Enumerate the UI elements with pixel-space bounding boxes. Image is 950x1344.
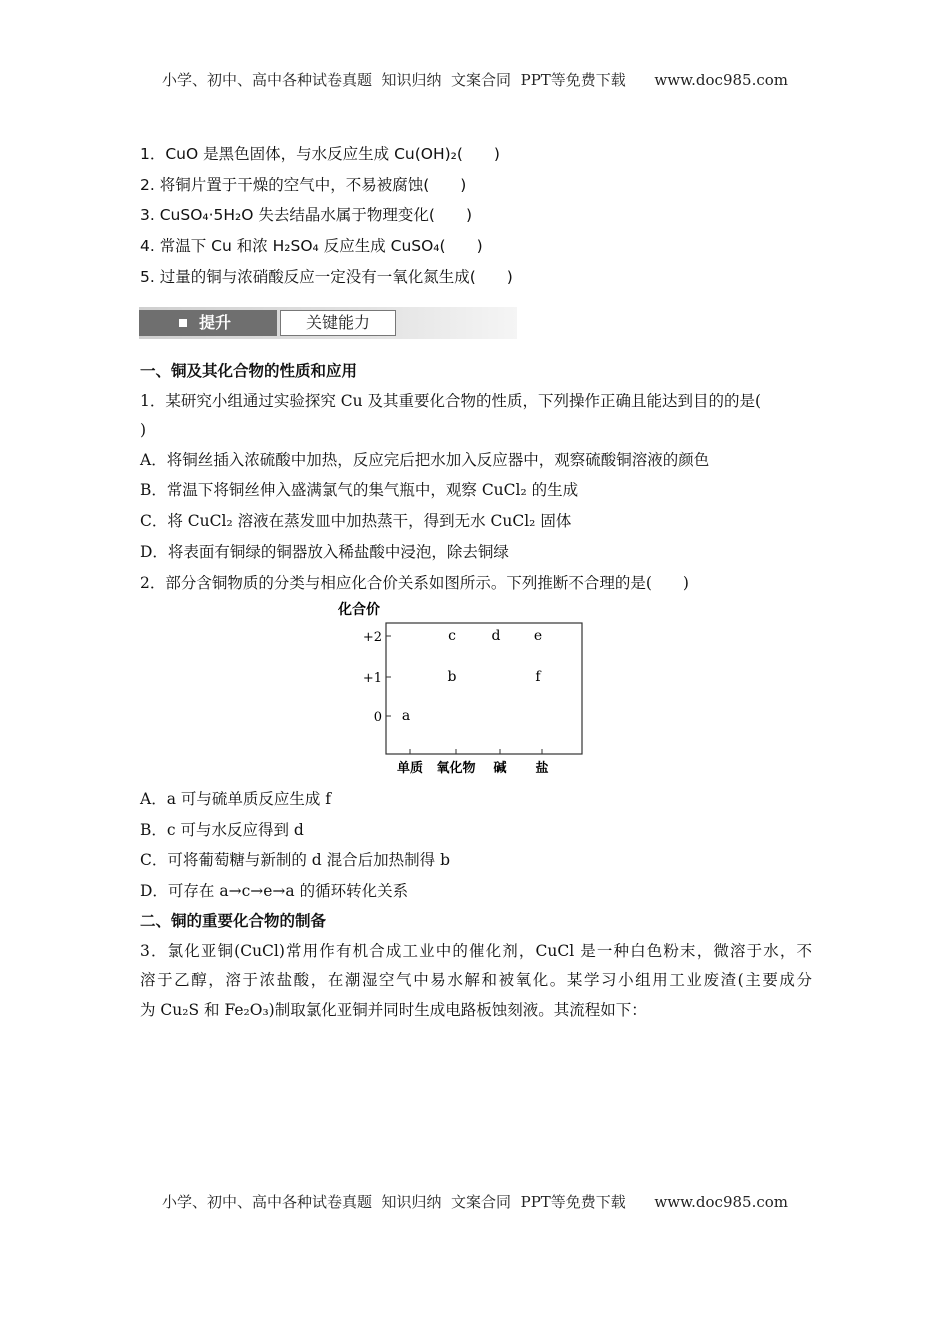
- q1-option-a: A．将铜丝插入浓硫酸中加热，反应完后把水加入反应器中，观察硫酸铜溶液的颜色: [140, 451, 710, 469]
- banner-title: 关键能力: [280, 310, 396, 336]
- point-c: c: [448, 628, 456, 644]
- y-tick-label: +1: [362, 671, 382, 686]
- judge-item-3: 3. CuSO₄·5H₂O 失去结晶水属于物理变化( ): [140, 206, 472, 224]
- page-header: 小学、初中、高中各种试卷真题 知识归纳 文案合同 PPT等免费下载 www.doc985.com: [161, 71, 788, 89]
- q2-stem: 2．部分含铜物质的分类与相应化合价关系如图所示。下列推断不合理的是( ): [140, 574, 689, 592]
- point-a: a: [401, 708, 411, 724]
- y-tick-label: 0: [373, 710, 382, 725]
- chart-ylabel: 化合价: [338, 602, 380, 618]
- section-heading-2: 二、铜的重要化合物的制备: [140, 912, 327, 930]
- q3-line-2: 溶于乙醇，溶于浓盐酸，在潮湿空气中易水解和被氧化。某学习小组用工业废渣(主要成分: [140, 971, 812, 989]
- y-tick-label: +2: [362, 630, 382, 645]
- judge-item-4: 4. 常温下 Cu 和浓 H₂SO₄ 反应生成 CuSO₄( ): [140, 237, 483, 255]
- judge-item-5: 5. 过量的铜与浓硝酸反应一定没有一氧化氮生成( ): [140, 268, 513, 286]
- q2-option-b: B．c 可与水反应得到 d: [140, 821, 304, 839]
- point-d: d: [491, 628, 501, 644]
- judge-item-2: 2. 将铜片置于干燥的空气中，不易被腐蚀( ): [140, 176, 467, 194]
- square-icon: [179, 319, 187, 327]
- x-tick-label: 碱: [493, 761, 507, 776]
- point-b: b: [447, 669, 457, 685]
- x-tick-label: 盐: [535, 761, 549, 776]
- chart-frame: [386, 623, 582, 754]
- q2-option-d: D．可存在 a→c→e→a 的循环转化关系: [140, 882, 409, 900]
- q3-line-1: 3．氯化亚铜(CuCl)常用作有机合成工业中的催化剂，CuCl 是一种白色粉末，微溶于水，不: [140, 942, 812, 960]
- banner-tag: 提升: [139, 310, 277, 336]
- x-tick-label: 氧化物: [436, 761, 476, 776]
- q1-option-b: B．常温下将铜丝伸入盛满氯气的集气瓶中，观察 CuCl₂ 的生成: [140, 481, 579, 499]
- x-tick-label: 单质: [396, 761, 424, 776]
- q1-option-d: D．将表面有铜绿的铜器放入稀盐酸中浸泡，除去铜绿: [140, 543, 509, 561]
- judge-item-1: 1．CuO 是黑色固体，与水反应生成 Cu(OH)₂( ): [140, 145, 500, 163]
- point-e: e: [533, 628, 543, 644]
- q1-option-c: C．将 CuCl₂ 溶液在蒸发皿中加热蒸干，得到无水 CuCl₂ 固体: [140, 512, 572, 530]
- q3-line-3: 为 Cu₂S 和 Fe₂O₃)制取氯化亚铜并同时生成电路板蚀刻液。其流程如下：: [140, 1001, 647, 1019]
- section-heading-1: 一、铜及其化合物的性质和应用: [140, 362, 358, 380]
- q1-stem: 1．某研究小组通过实验探究 Cu 及其重要化合物的性质，下列操作正确且能达到目的的是(: [140, 392, 762, 410]
- q2-option-a: A．a 可与硫单质反应生成 f: [140, 790, 332, 808]
- section-banner: [139, 307, 517, 339]
- valence-chart: [330, 598, 600, 783]
- point-f: f: [535, 669, 541, 685]
- q2-option-c: C．可将葡萄糖与新制的 d 混合后加热制得 b: [140, 851, 450, 869]
- q1-stem-cont: ): [140, 421, 147, 439]
- page-footer: 小学、初中、高中各种试卷真题 知识归纳 文案合同 PPT等免费下载 www.doc985.com: [161, 1193, 788, 1211]
